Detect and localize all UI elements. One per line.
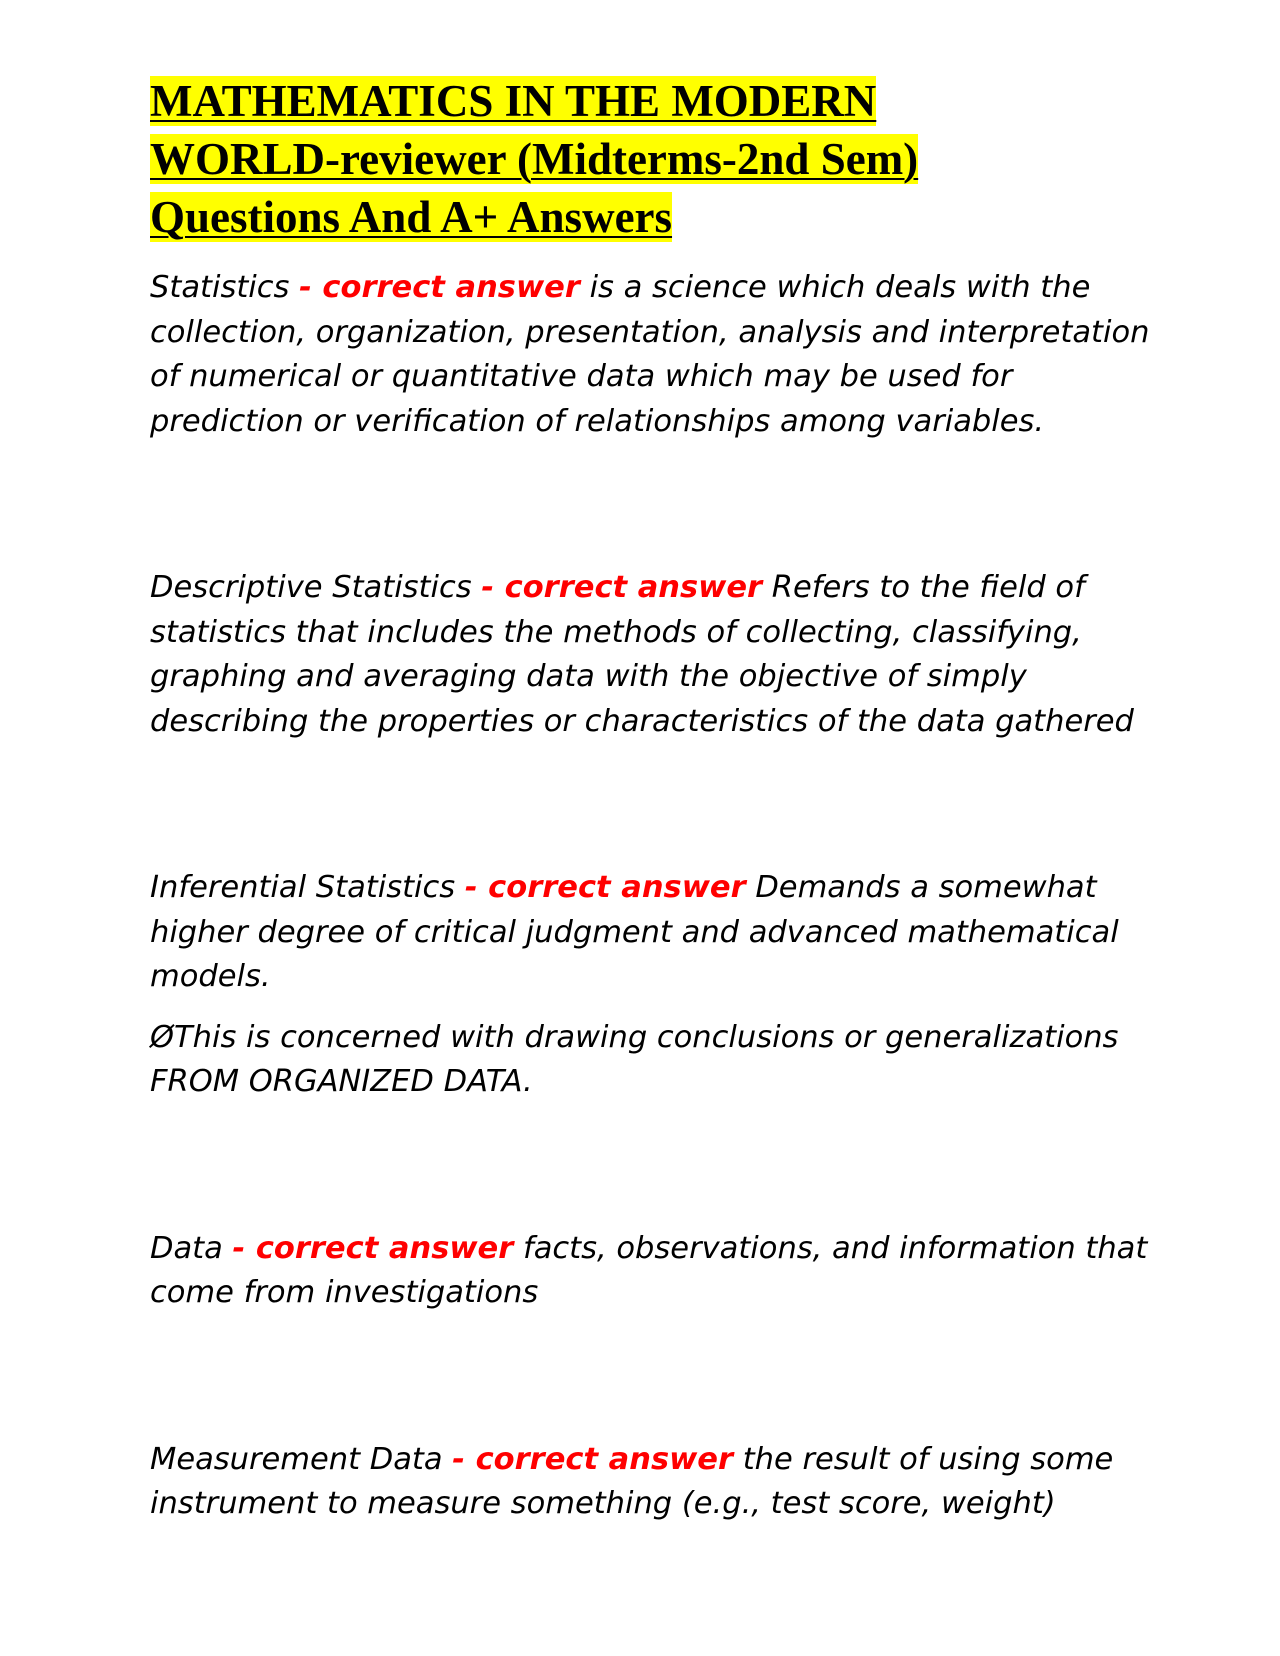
definition: facts, observations, and information that come from investigations <box>150 1230 1148 1310</box>
note: ØThis is concerned with drawing conclusions or generalizations FROM ORGANIZED DATA. <box>150 1019 1119 1099</box>
title-line-1 <box>150 72 1150 130</box>
answer-label: correct answer <box>504 570 763 605</box>
qa-entry-inferential-statistics <box>150 866 1150 1000</box>
qa-entry-data <box>150 1227 1150 1316</box>
definition: Refers to the field of statistics that includes the methods of collecting, classifying, graphing and averaging data with the objective of simply describing the properties or characteristics of the data gathered <box>150 570 1134 739</box>
qa-entry-inferential-note <box>150 1016 1150 1105</box>
title-line-3 <box>150 188 1150 246</box>
term: Measurement Data <box>150 1441 443 1477</box>
answer-label: correct answer <box>475 1441 734 1477</box>
qa-entry-descriptive-statistics <box>150 566 1150 744</box>
separator: - <box>464 870 489 905</box>
title-line-3-text: Questions And A+ Answers <box>150 192 673 242</box>
title-line-2 <box>150 130 1150 188</box>
qa-entries <box>150 266 1150 1527</box>
definition: Demands a somewhat higher degree of critical judgment and advanced mathematical models. <box>150 870 1119 994</box>
title-line-2-text: WORLD-reviewer (Midterms-2nd Sem) <box>150 134 919 184</box>
term: Descriptive Statistics <box>150 570 472 605</box>
document-title <box>150 72 1150 246</box>
qa-entry-measurement-data <box>150 1438 1150 1527</box>
separator: - <box>232 1230 256 1266</box>
separator: - <box>481 570 505 605</box>
document-page <box>150 72 1150 1527</box>
separator: - <box>299 270 323 305</box>
answer-label: correct answer <box>322 270 580 305</box>
qa-entry-statistics <box>150 266 1150 444</box>
term: Inferential Statistics <box>150 870 456 905</box>
definition: is a science which deals with the collection, organization, presentation, analysis and interpretation of numerical or quantitative data which may be used for prediction or verification of relationships among variables. <box>150 270 1150 439</box>
answer-label: correct answer <box>255 1230 514 1266</box>
term: Data <box>150 1230 223 1266</box>
term: Statistics <box>150 270 290 305</box>
definition: the result of using some instrument to measure something (e.g., test score, weight) <box>150 1441 1114 1521</box>
title-line-1-text: MATHEMATICS IN THE MODERN <box>150 76 877 126</box>
answer-label: correct answer <box>488 870 746 905</box>
separator: - <box>452 1441 476 1477</box>
